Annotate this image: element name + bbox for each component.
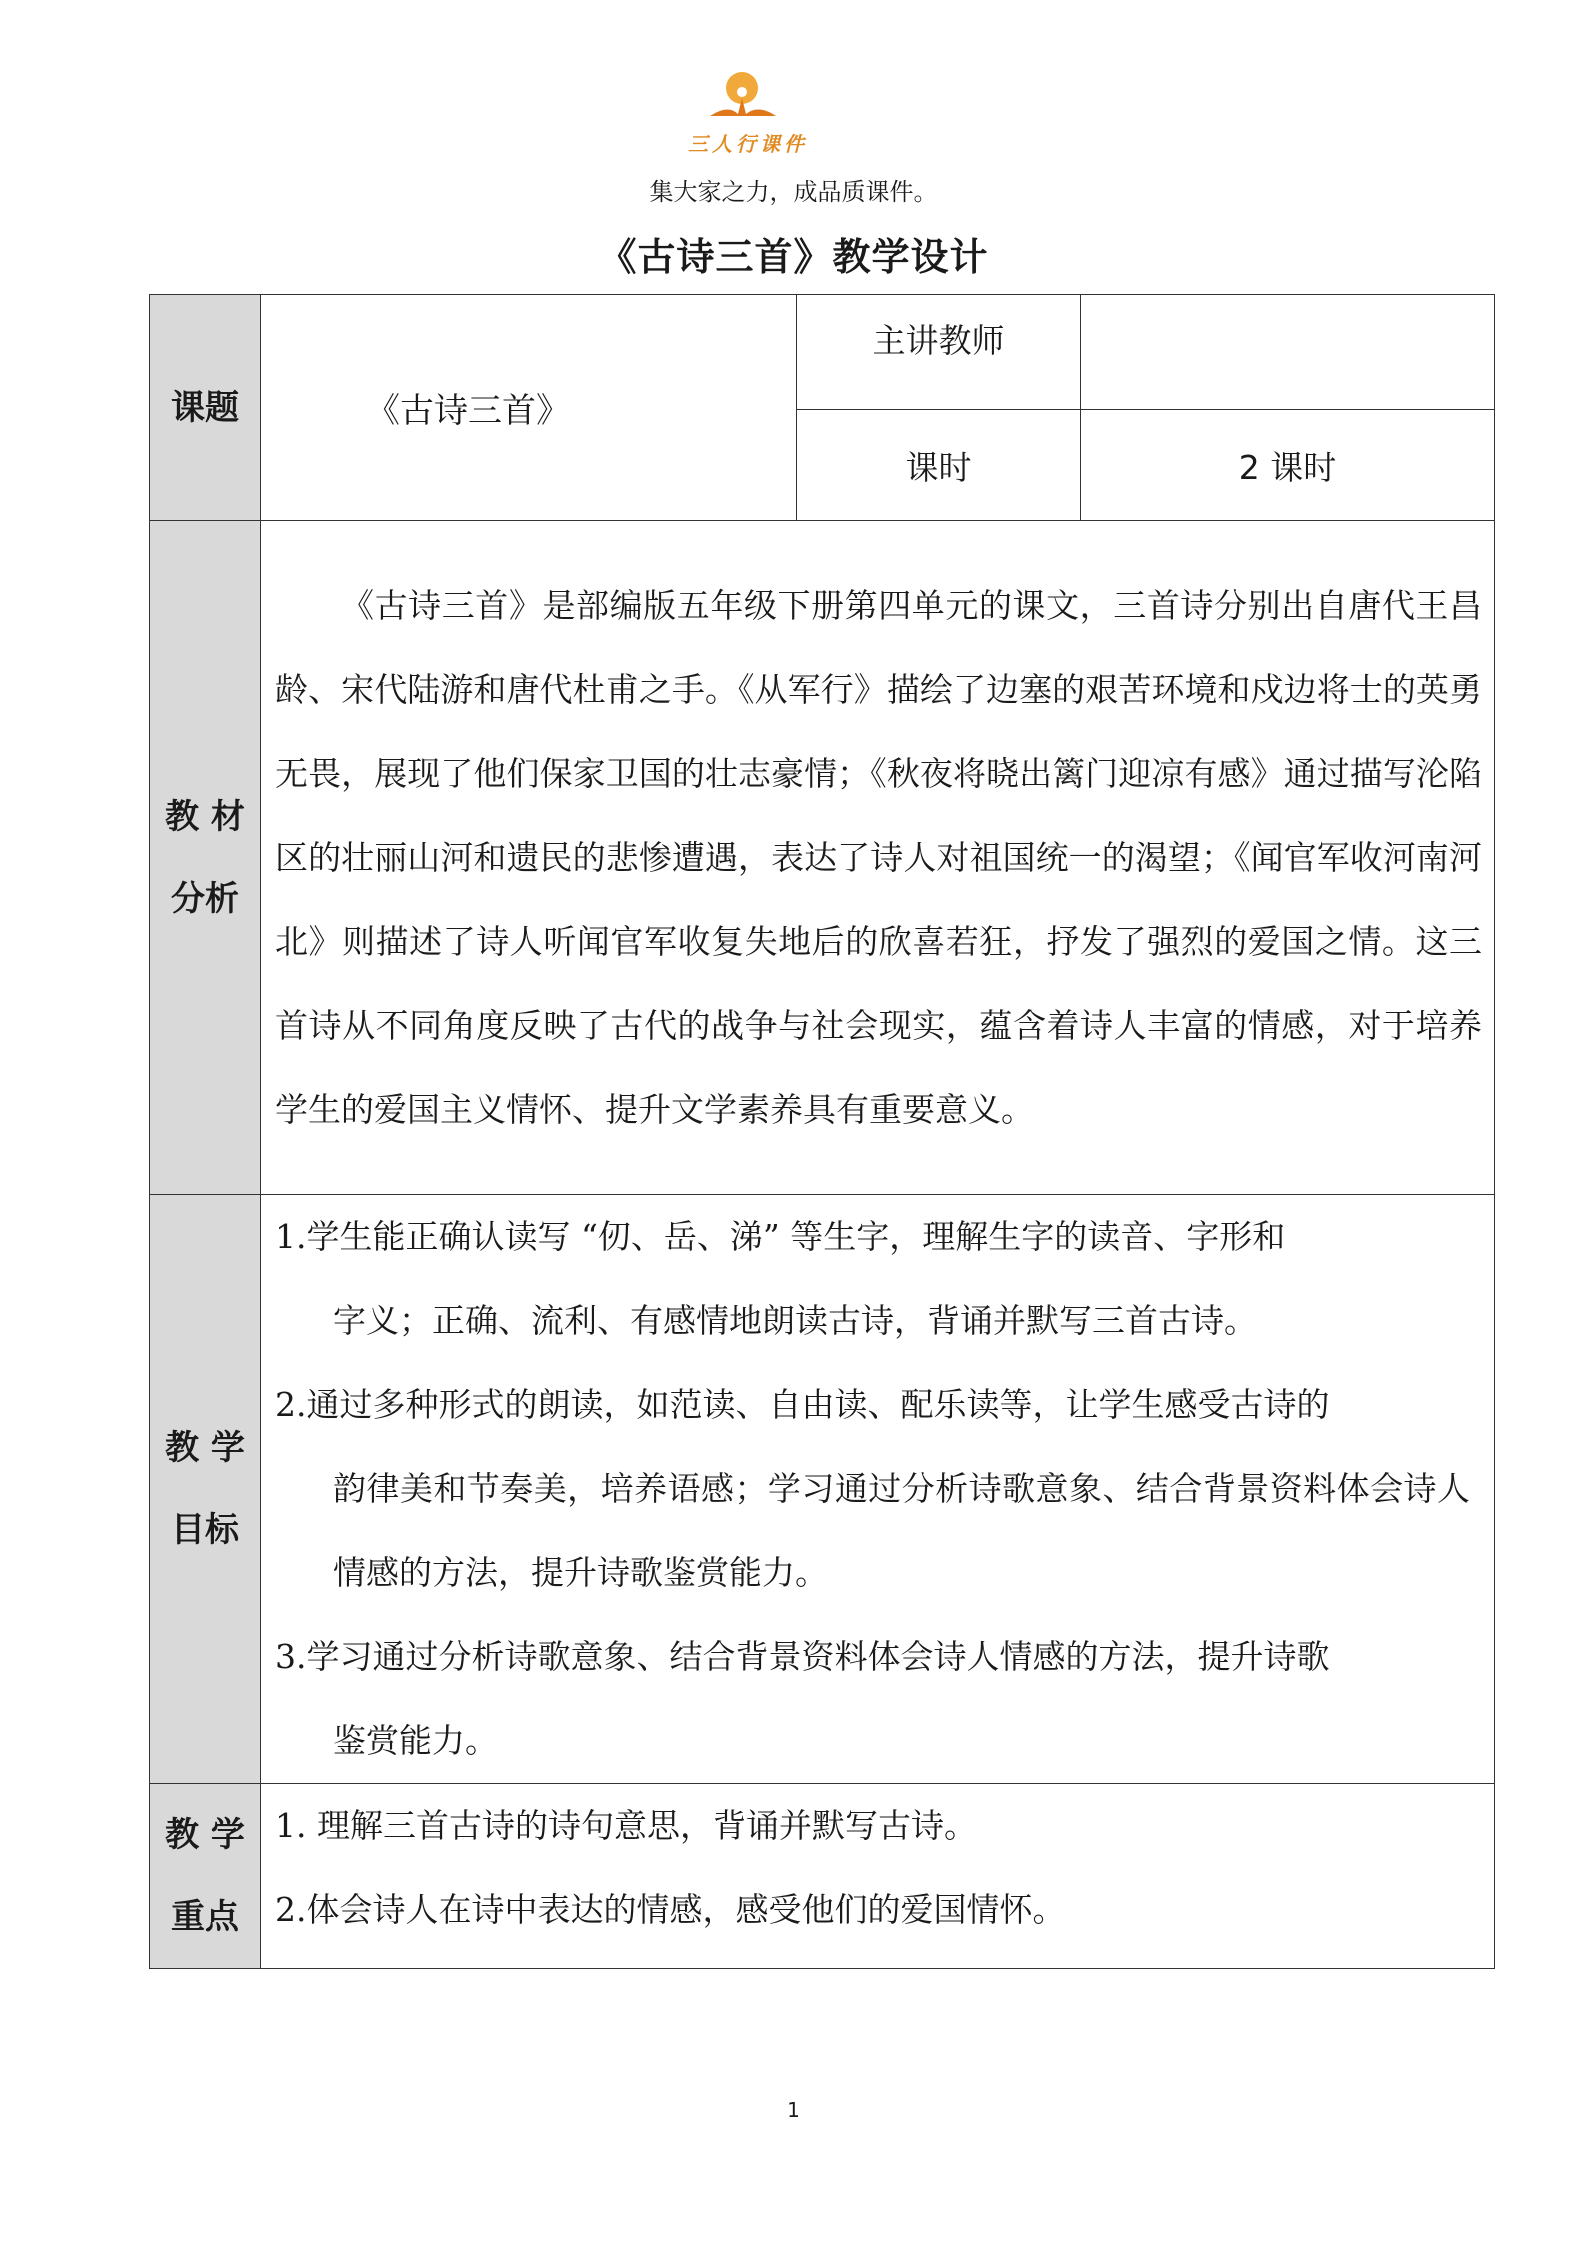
period-label-cell	[797, 410, 1081, 521]
goal-item-2	[275, 1363, 1482, 1615]
key-points-label-cell	[150, 1784, 261, 1969]
key-points-label-line1: 教 学	[165, 1815, 245, 1855]
goals-content	[261, 1195, 1495, 1784]
page-number: 1	[787, 2098, 800, 2122]
logo-text: 三人行课件	[688, 132, 808, 156]
key-point-item-2	[275, 1868, 1482, 1952]
period-value-cell	[1081, 410, 1495, 521]
topic-label-cell	[150, 295, 261, 521]
period-label: 课时	[905, 447, 972, 487]
goal-item-number: 2.	[275, 1385, 307, 1424]
period-value: 2 课时	[1238, 447, 1337, 487]
goal-item-3	[275, 1615, 1482, 1783]
goal-item-continuation: 韵律美和节奏美，培养语感；学习通过分析诗歌意象、结合背景资料体会诗人情感的方法，提升诗歌鉴赏能力。	[333, 1469, 1470, 1592]
goal-item-text: 通过多种形式的朗读，如范读、自由读、配乐读等，让学生感受古诗的	[306, 1385, 1330, 1424]
key-point-number: 1.	[275, 1806, 307, 1845]
teacher-label-cell	[797, 295, 1081, 410]
analysis-label-line1: 教 材	[165, 796, 245, 837]
goal-item-1	[275, 1195, 1482, 1363]
key-point-item-1	[275, 1784, 1482, 1868]
topic-value-cell	[261, 295, 797, 521]
goal-item-continuation: 鉴赏能力。	[333, 1721, 498, 1760]
teacher-label: 主讲教师	[872, 321, 1005, 360]
analysis-label-line2: 分析	[171, 878, 239, 919]
goal-item-number: 1.	[275, 1217, 307, 1256]
page-title: 《古诗三首》教学设计	[598, 235, 989, 279]
goals-label-line1: 教 学	[165, 1428, 245, 1468]
slogan: 集大家之力，成品质课件。	[649, 178, 938, 206]
key-point-text: 理解三首古诗的诗句意思，背诵并默写古诗。	[306, 1806, 977, 1845]
analysis-label-cell	[150, 521, 261, 1195]
key-points-content	[261, 1784, 1495, 1969]
topic-label: 课题	[171, 387, 239, 428]
goal-item-text: 学生能正确认读写 “仞、岳、涕” 等生字，理解生字的读音、字形和	[306, 1217, 1286, 1256]
analysis-text: 《古诗三首》是部编版五年级下册第四单元的课文，三首诗分别出自唐代王昌龄、宋代陆游和唐代杜甫之手。《从军行》描绘了边塞的艰苦环境和戍边将士的英勇无畏，展现了他们保家卫国的壮志豪情；《秋夜将晓出篱门迎凉有感》通过描写沦陷区的壮丽山河和遗民的悲惨遭遇，表达了诗人对祖国统一的渴望；《闻官军收河南河北》则描述了诗人听闻官军收复失地后的欣喜若狂，抒发了强烈的爱国之情。这三首诗从不同角度反映了古代的战争与社会现实，蕴含着诗人丰富的情感，对于培养学生的爱国主义情怀、提升文学素养具有重要意义。	[261, 521, 1495, 1195]
goal-item-continuation: 字义；正确、流利、有感情地朗读古诗，背诵并默写三首古诗。	[333, 1301, 1257, 1340]
lesson-plan-table	[149, 294, 1495, 1969]
goals-label-line2: 目标	[171, 1510, 239, 1550]
teacher-value-cell	[1081, 295, 1495, 410]
goals-label-cell	[150, 1195, 261, 1784]
key-point-number: 2.	[275, 1890, 307, 1929]
topic-value: 《古诗三首》	[366, 391, 570, 431]
key-points-label-line2: 重点	[171, 1897, 239, 1937]
logo-icon	[680, 70, 810, 130]
goal-item-number: 3.	[275, 1637, 307, 1676]
goal-item-text: 学习通过分析诗歌意象、结合背景资料体会诗人情感的方法，提升诗歌	[306, 1637, 1330, 1676]
key-point-text: 体会诗人在诗中表达的情感，感受他们的爱国情怀。	[306, 1890, 1066, 1929]
